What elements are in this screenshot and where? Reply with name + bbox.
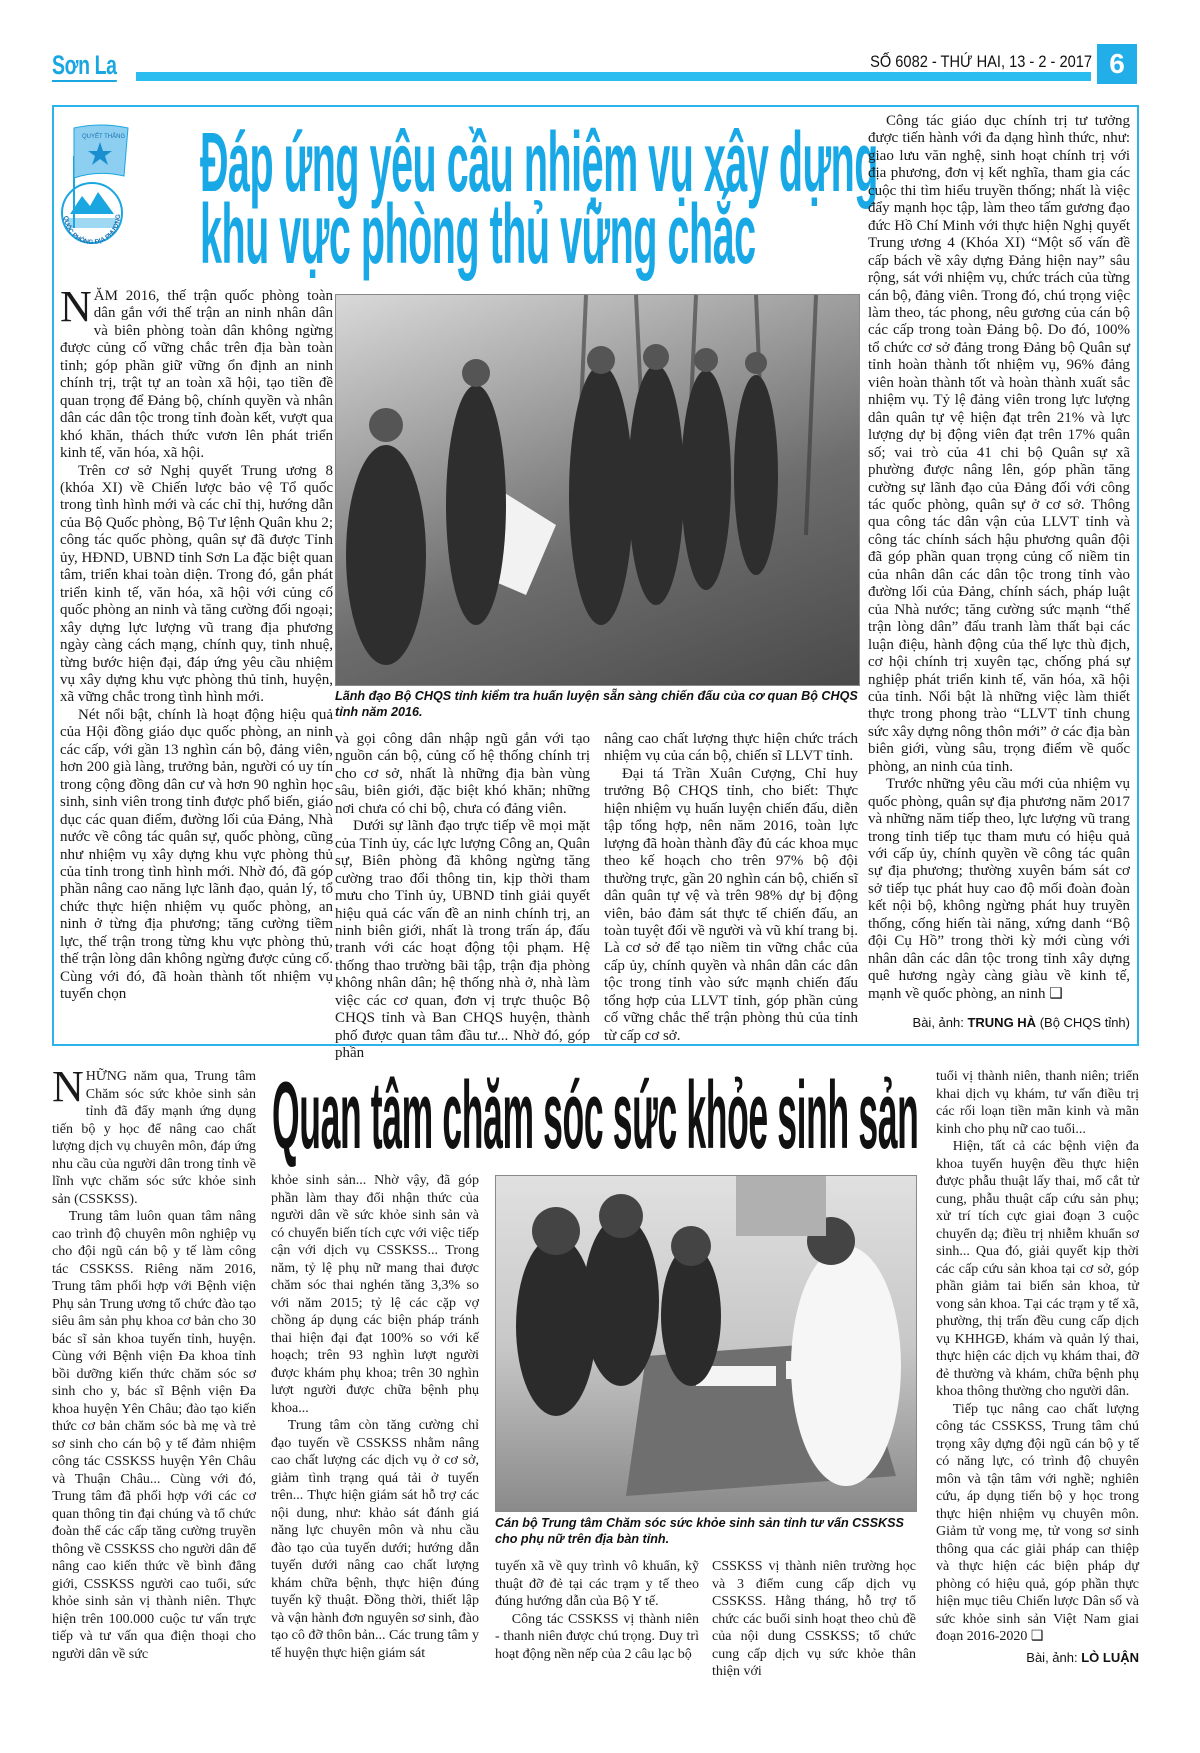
- paragraph: Trước những yêu cầu mới của nhiệm vụ quốc phòng, quân sự địa phương năm 2017 và những năm tiếp theo, lực lượng vũ trang trong tỉnh tiếp tục tham mưu có hiệu quả với cấp ủy, chính quyền về công tác quân sự địa phương; thường xuyên bám sát cơ sở tiếp tục phát huy cao độ mối đoàn đoàn kết nội bộ, không ngừng phát huy truyền thống, cống hiến tài năng, xứng danh “Bộ đội Cụ Hồ” trong thời kỳ mới cùng với nhân dân các dân tộc trong tỉnh xây dựng quê hương ngày càng giàu về kinh tế, mạnh về quốc phòng, an ninh ❑: [868, 776, 1130, 1002]
- top-article-column-2: [335, 731, 590, 1062]
- bottom-article-column-5: [936, 1068, 1139, 1646]
- paragraph: nâng cao chất lượng thực hiện chức trách nhiệm vụ của cán bộ, chiến sĩ LLVT tỉnh.: [604, 731, 858, 765]
- paragraph: Tiếp tục nâng cao chất lượng công tác CSSKSS, Trung tâm chú trọng xây dựng đội ngũ cán bộ y tế có năng lực, có trình độ chuyên môn và tận tâm với nghề; nghiên cứu, áp dụng tiến bộ y học trong thực hiện nhiệm vụ chuyên môn. Giảm tử vong mẹ, tử vong sơ sinh thông qua các giải pháp can thiệp và thực hiện các biện pháp dự phòng có hiệu quả, góp phần thực hiện mục tiêu Chiến lược Dân số và sức khỏe sinh sản Việt Nam giai đoạn 2016-2020 ❑: [936, 1401, 1139, 1644]
- page-number: 6: [1097, 44, 1137, 84]
- header-rule: [136, 72, 1091, 81]
- paragraph: tuyến xã về quy trình vô khuẩn, kỹ thuật đỡ đẻ tại các trạm y tế theo đúng hướng dẫn của Bộ Y tế.: [495, 1559, 699, 1609]
- paragraph: Dưới sự lãnh đạo trực tiếp về mọi mặt của Tỉnh ủy, các lực lượng Công an, Quân sự, Biên phòng đã không ngừng tăng cường trao đổi thông tin, kịp thời tham mưu cho Tỉnh ủy, UBND tỉnh giải quyết hiệu quả các vấn đề an ninh chính trị, an ninh biên giới, nhất là trong trấn áp, đấu tranh với các hoạt động tội phạm. Hệ thống thao trường bãi tập, trận địa phòng không nhân dân; hệ thống nhà ở, nhà làm việc các cơ quan, đơn vị trực thuộc Bộ CHQS tỉnh và Ban CHQS huyện, thành phố được quan tâm đầu tư... Nhờ đó, góp phần: [335, 818, 590, 1062]
- paragraph: Công tác CSSKSS vị thành niên - thanh niên được chú trọng. Duy trì hoạt động nền nếp của 2 câu lạc bộ: [495, 1611, 699, 1662]
- drop-cap: N: [60, 282, 92, 331]
- byline-prefix: Bài, ảnh:: [912, 1015, 968, 1030]
- bottom-article-column-2: [271, 1172, 479, 1666]
- paragraph: [60, 282, 333, 463]
- drop-cap: N: [52, 1062, 84, 1111]
- top-article-title-line-1: Đáp ứng yêu cầu nhiệm vụ xây dựng: [200, 115, 878, 209]
- byline-suffix: (Bộ CHQS tỉnh): [1036, 1015, 1130, 1030]
- bottom-article-title: Quan tâm chăm sóc sức khỏe sinh sản: [272, 1062, 919, 1169]
- issue-info: SỐ 6082 - THỨ HAI, 13 - 2 - 2017: [870, 52, 1092, 71]
- paragraph: Trung tâm luôn quan tâm nâng cao trình độ chuyên môn nghiệp vụ cho đội ngũ cán bộ y tế làm công tác CSSKSS. Riêng năm 2016, Trung tâm phối hợp với Bệnh viện Phụ sản Trung ương tổ chức đào tạo siêu âm sản phụ khoa cơ bản cho 30 bác sĩ sản khoa tuyến tỉnh, huyện. Cùng với Bệnh viện Đa khoa tỉnh bồi dưỡng kiến thức chăm sóc sơ sinh cho y, bác sĩ Bệnh viện Đa khoa huyện Yên Châu; đào tạo kiến thức cơ bản chăm sóc bà mẹ và trẻ sơ sinh cho cán bộ y tế đảm nhiệm công tác CSSKSS huyện Yên Châu và Thuận Châu... Cùng với đó, Trung tâm đã phối hợp với các cơ quan thông tin đại chúng và tổ chức đoàn thể các cấp tăng cường truyền thông về CSSKSS cho người dân để nâng cao kiến thức về bình đẳng giới, CSSKSS người cao tuổi, sức khỏe sinh sản vị thành niên. Thực hiện trên 100.000 cuộc tư vấn trực tiếp và tư vấn qua điện thoại cho người dân về sức: [52, 1209, 256, 1662]
- paragraph: [52, 1062, 256, 1208]
- bottom-article-column-1: [52, 1062, 256, 1666]
- top-article-byline: [868, 1015, 1130, 1030]
- paragraph: tuổi vị thành niên, thanh niên; triển khai dịch vụ khám, tư vấn điều trị các rối loạn tiền mãn kinh và mãn kinh cho phụ nữ cao tuổi...: [936, 1069, 1139, 1137]
- top-article-column-4: [868, 113, 1130, 1005]
- paragraph: Trên cơ sở Nghị quyết Trung ương 8 (khóa XI) về Chiến lược bảo vệ Tổ quốc trong tình hình mới và các chỉ thị, hướng dẫn của Bộ Quốc phòng, Bộ Tư lệnh Quân khu 2; công tác quốc phòng, quân sự đã được Tỉnh ủy, HĐND, UBND tỉnh Sơn La đặc biệt quan tâm, triển khai toàn diện. Trong đó, gắn phát triển kinh tế, văn hóa, xã hội với củng cố quốc phòng an ninh và tăng cường đối ngoại; xây dựng lực lượng vũ trang địa phương ngày càng cách mạng, chính quy, tinh nhuệ, từng bước hiện đại, đáp ứng yêu cầu nhiệm vụ xây dựng khu vực phòng thủ tỉnh, huyện, xã vững chắc trong tình hình mới.: [60, 462, 333, 706]
- quoc-phong-logo-icon: [58, 118, 133, 253]
- logo-ring-text: QUỐC PHÒNG ĐỊA PHƯƠNG: [61, 214, 123, 247]
- health-consultation-photo: [495, 1175, 917, 1512]
- byline-author: LÒ LUẬN: [1081, 1650, 1139, 1665]
- top-article-title-line-2: khu vực phòng thủ vững chắc: [200, 187, 756, 281]
- paragraph: khỏe sinh sản... Nhờ vậy, đã góp phần làm thay đổi nhận thức của người dân về sức khỏe sinh sản và có chuyển biến tích cực với việc tiếp cận với dịch vụ CSSKSS... Trong năm, tỷ lệ phụ nữ mang thai được chăm sóc thai nghén tăng 3,3% so với năm 2015; tỷ lệ các cặp vợ chồng áp dụng các biện pháp tránh thai hiện đại đạt 100% so với kế hoạch; trên 93 nghìn lượt người được khám phụ khoa; trên 30 nghìn lượt người được chữa bệnh phụ khoa...: [271, 1173, 479, 1416]
- military-training-photo: [335, 294, 860, 686]
- paragraph: Đại tá Trần Xuân Cượng, Chỉ huy trưởng Bộ CHQS tỉnh, cho biết: Thực hiện nhiệm vụ huấn luyện chiến đấu, diễn tập tổng hợp, nên năm 2016, toàn lực lượng đã hoàn thành đầy đủ các khoa mục theo kế hoạch cho trên 97% bộ đội thường trực, gần 20 nghìn cán bộ, chiến sĩ dân quân tự vệ và trên 98% dự bị động viên, bảo đảm sát thực tế chiến đấu, an toàn tuyệt đối về người và vũ khí trang bị. Là cơ sở để tạo niềm tin vững chắc của cấp ủy, chính quyền và nhân dân các dân tộc trong tỉnh vào sức mạnh chiến đấu tổng hợp của LLVT tỉnh, góp phần củng cố vững chắc thế trận phòng thủ của tỉnh từ cấp cơ sở.: [604, 765, 858, 1044]
- paragraph: CSSKSS vị thành niên trường học và 3 điểm cung cấp dịch vụ CSSKSS. Hằng tháng, hỗ trợ tổ chức các buổi sinh hoạt theo chủ đề của nội dung CSSKSS; tổ chức cung cấp dịch vụ sức khỏe thân thiện với: [712, 1559, 916, 1679]
- paragraph: và gọi công dân nhập ngũ gắn với tạo nguồn cán bộ, củng cố hệ thống chính trị cho cơ sở, nhất là những địa bàn vùng sâu, biên giới, đặc biệt khó khăn; những nơi chưa có chi bộ, chưa có đảng viên.: [335, 731, 590, 817]
- byline-author: TRUNG HÀ: [967, 1015, 1037, 1030]
- paragraph: Nét nổi bật, chính là hoạt động hiệu quả của Hội đồng giáo dục quốc phòng, an ninh các cấp, với gần 13 nghìn cán bộ, đảng viên, hơn 200 già làng, trưởng bản, người có uy tín trong cộng đồng dân cư và hơn 90 nghìn học sinh, sinh viên trong tỉnh được phổ biến, giáo dục các quan điểm, đường lối của Đảng, Nhà nước về công tác quân sự, quốc phòng, cũng như nhiệm vụ xây dựng khu vực phòng thủ của tỉnh trong tình hình mới. Nhờ đó, đã góp phần nâng cao năng lực lãnh đạo, quản lý, tổ chức thực hiện nhiệm vụ quốc phòng, an ninh ở từng địa phương; tăng cường tiềm lực, thế trận trong từng khu vực phòng thủ, thế trận lòng dân không ngừng được củng cố. Cùng với đó, đã hoàn thành tốt nhiệm vụ tuyển chọn: [60, 706, 333, 1003]
- paragraph: Công tác giáo dục chính trị tư tưởng được tiến hành với đa dạng hình thức, như: giao lưu văn nghệ, sinh hoạt chính trị với địa phương, đơn vị kết nghĩa, tham gia các cuộc thi tìm hiểu truyền thống; nhất là việc đẩy mạnh học tập, làm theo tấm gương đạo đức Hồ Chí Minh với thực hiện Nghị quyết Trung ương 4 (Khóa XI) “Một số vấn đề cấp bách về xây dựng Đảng hiện nay” sâu rộng, sát với nhiệm vụ, chức trách của từng cán bộ, đảng viên. Trong đó, chú trọng việc làm theo, tác phong, nêu gương của cán bộ các cấp trong toàn Đảng bộ. Do đó, 100% tổ chức cơ sở đảng trong Đảng bộ Quân sự tỉnh hoàn thành tốt nhiệm vụ, 96% đảng viên hoàn thành tốt và hoàn thành xuất sắc nhiệm vụ. Tỷ lệ đảng viên trong lực lượng dân quân tự vệ hiện đạt trên 21% và lực lượng dự bị động viên đạt trên 17% quân số; vai trò của 41 chi bộ Quân sự xã phường được nâng lên, góp phần tăng cường sự lãnh đạo của Đảng đối với công tác quốc phòng, quân sự ở cơ sở. Thông qua công tác dân vận của LLVT tỉnh và công tác chính sách hậu phương quân đội đã góp phần quan trọng củng cố niềm tin của nhân dân các dân tộc trong tỉnh vào đường lối của Đảng, chính sách, pháp luật của Nhà nước; tăng cường sức mạnh “thế trận lòng dân” đấu tranh làm thất bại các luận điệu, hành động của thế lực thù địch, cơ hội chính trị xuyên tạc, chống phá sự nghiệp phát triển kinh tế, văn hóa, xã hội của tỉnh. Nổi bật là những việc làm thiết thực trong phong trào “LLVT tỉnh chung sức xây dựng nông thôn mới” ở các địa bàn biên giới, vùng sâu, trọng điểm về quốc phòng, an ninh của tỉnh.: [868, 113, 1130, 775]
- top-photo-caption: Lãnh đạo Bộ CHQS tỉnh kiểm tra huấn luyện sẵn sàng chiến đấu của cơ quan Bộ CHQS tỉnh năm 2016.: [335, 689, 858, 719]
- logo-banner-text: QUYẾT THẮNG: [82, 134, 126, 140]
- top-article-column-1: [60, 282, 333, 1040]
- section-name: Sơn La: [52, 50, 117, 80]
- paragraph: Hiện, tất cả các bệnh viện đa khoa tuyến huyện đều thực hiện được phẫu thuật lấy thai, mổ cắt tử cung, phẫu thuật cấp cứu sản phụ; xử trí tích cực giai đoạn 3 cuộc chuyển dạ; điều trị nhiễm khuẩn sơ sinh... Qua đó, giải quyết kịp thời các cấp cứu sản khoa tại cơ sở, góp phần giảm tai biến sản khoa, tử vong sản khoa. Tại các trạm y tế xã, phường, thị trấn đều cung cấp dịch vụ KHHGĐ, khám và quản lý thai, thực hiện các dịch vụ khám thai, đỡ đẻ thường và khám, chữa bệnh phụ khoa thông thường cho người dân.: [936, 1139, 1139, 1399]
- bottom-photo-caption: Cán bộ Trung tâm Chăm sóc sức khỏe sinh sản tỉnh tư vấn CSSKSS cho phụ nữ trên địa bàn tỉnh.: [495, 1516, 904, 1546]
- byline-prefix: Bài, ảnh:: [1026, 1650, 1082, 1665]
- bottom-article-byline: [936, 1650, 1139, 1665]
- bottom-article-column-4: [712, 1558, 916, 1679]
- paragraph-text: ĂM 2016, thế trận quốc phòng toàn dân gắn với thế trận an ninh nhân dân và biên phòng toàn dân không ngừng được củng cố vững chắc trên địa bàn toàn tỉnh; góp phần giữ vững ổn định an ninh chính trị, trật tự an toàn xã hội, tạo tiền đề quan trọng để Đảng bộ, chính quyền và nhân dân các dân tộc trong tỉnh đoàn kết, vượt qua khó khăn, thách thức vươn lên phát triển kinh tế, văn hóa, xã hội.: [60, 288, 333, 462]
- top-article-column-3: [604, 731, 858, 1044]
- paragraph-text: HỮNG năm qua, Trung tâm Chăm sóc sức khỏe sinh sản tỉnh đã đẩy mạnh ứng dụng tiến bộ y học để nâng cao chất lượng dịch vụ chuyên môn, đáp ứng nhu cầu của người dân trong tỉnh về lĩnh vực chăm sóc sức khỏe sinh sản (CSSKSS).: [52, 1069, 256, 1207]
- bottom-article-column-3: [495, 1558, 699, 1666]
- paragraph: Trung tâm còn tăng cường chỉ đạo tuyến về CSSKSS nhằm nâng cao chất lượng các dịch vụ ở cơ sở, giảm tình trạng quá tải ở tuyến trên... Thực hiện giám sát hỗ trợ các nội dung, như: khảo sát đánh giá năng lực chuyên môn và nhu cầu đào tạo của tuyến dưới; hướng dẫn tuyến dưới nâng cao chất lượng khám chữa bệnh, thực hiện đúng tuyến kỹ thuật. Đồng thời, thiết lập và vận hành đơn nguyên sơ sinh, đào tạo cô đỡ thôn bản... Các trung tâm y tế huyện thực hiện giám sát: [271, 1418, 479, 1661]
